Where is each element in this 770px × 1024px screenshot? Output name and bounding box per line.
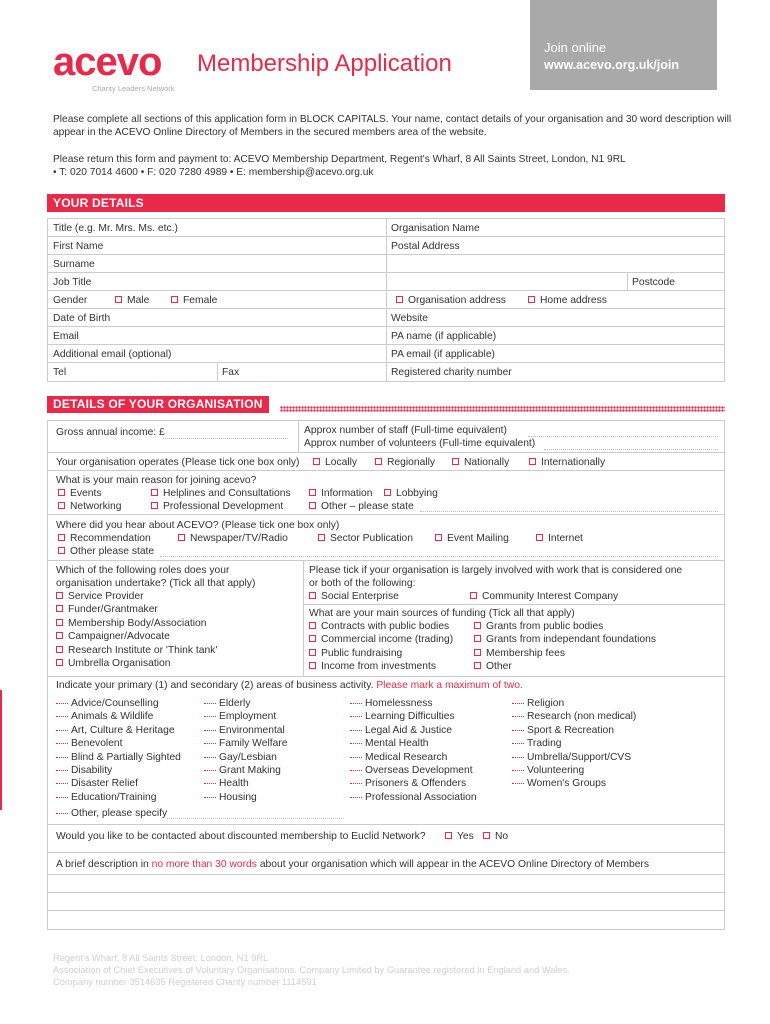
role-label: Campaigner/Advocate — [68, 631, 170, 643]
regionally-checkbox[interactable] — [375, 457, 435, 469]
area-col1-label: Advice/Counselling — [71, 698, 159, 709]
area-col4-item[interactable] — [512, 765, 584, 777]
rank-input[interactable] — [204, 743, 216, 744]
events-label: Events — [70, 488, 102, 499]
rank-input[interactable] — [56, 743, 68, 744]
area-col4-label: Sport & Recreation — [527, 724, 614, 736]
org-address-label: Organisation address — [408, 295, 506, 306]
funding-left-label: Contracts with public bodies — [321, 621, 450, 632]
role-label: Service Provider — [68, 591, 144, 602]
checkbox-icon — [474, 622, 481, 629]
funding-left-checkbox[interactable] — [309, 634, 453, 646]
area-col2-label: Employment — [219, 711, 277, 723]
pa-email-field[interactable]: PA email (if applicable) — [391, 349, 495, 360]
funding-left-label: Income from investments — [321, 661, 437, 673]
role-label: Umbrella Organisation — [68, 658, 171, 669]
area-col1-label: Disaster Relief — [71, 778, 138, 790]
divider — [47, 852, 725, 853]
checkbox-icon — [56, 592, 63, 599]
area-col4-label: Trading — [527, 738, 562, 750]
nationally-checkbox[interactable] — [452, 457, 509, 469]
area-col3-label: Legal Aid & Justice — [365, 724, 453, 736]
information-label: Information — [321, 488, 373, 499]
funding-left-label: Public fundraising — [321, 647, 403, 659]
area-col4-label: Umbrella/Support/CVS — [527, 751, 632, 763]
home-address-label: Home address — [540, 295, 607, 306]
volunteers-input[interactable] — [544, 449, 718, 450]
area-col3-item[interactable] — [350, 711, 455, 723]
area-col2-label: Environmental — [219, 724, 285, 736]
funding-right-checkbox[interactable] — [474, 621, 603, 633]
rank-input[interactable] — [350, 770, 362, 771]
funding-right-label: Membership fees — [486, 647, 565, 659]
involved-question-2: or both of the following: — [309, 578, 416, 589]
role-checkbox[interactable] — [56, 658, 170, 670]
euclid-no-checkbox[interactable] — [483, 831, 508, 843]
areas-other-label: Other, please specify — [71, 808, 168, 819]
intro-contact-line: • T: 020 7014 4600 • F: 020 7280 4989 • E: membership@acevo.org.uk — [53, 167, 374, 178]
rank-input[interactable] — [512, 716, 524, 717]
checkbox-icon — [309, 649, 316, 656]
first-name-field[interactable]: First Name — [53, 241, 104, 252]
checkbox-icon — [309, 622, 316, 629]
funding-right-label: Grants from public bodies — [486, 621, 604, 632]
checkbox-icon — [56, 605, 63, 612]
rank-input[interactable] — [56, 797, 68, 798]
role-label: Research Institute or 'Think tank' — [68, 644, 218, 656]
area-col3-label: Overseas Development — [365, 765, 473, 776]
social-enterprise-checkbox[interactable] — [309, 591, 399, 603]
rank-input[interactable] — [350, 797, 362, 798]
area-col1-label: Animals & Wildlife — [71, 711, 154, 723]
area-col2-item[interactable] — [204, 711, 276, 723]
rank-input[interactable] — [350, 783, 362, 784]
other-hear-input[interactable] — [160, 556, 718, 557]
event-mailing-checkbox[interactable] — [435, 533, 509, 545]
sector-pub-checkbox[interactable] — [318, 533, 413, 545]
male-label: Male — [127, 295, 150, 306]
recommendation-checkbox[interactable] — [58, 533, 151, 545]
surname-field[interactable]: Surname — [53, 259, 95, 270]
checkbox-icon — [56, 646, 63, 653]
area-col3-label: Homelessness — [365, 698, 433, 709]
area-col4-item[interactable] — [512, 752, 631, 764]
area-col3-label: Mental Health — [365, 738, 429, 750]
other-reason-label: Other – please state — [321, 501, 414, 512]
volunteers-label: Approx number of volunteers (Full-time equivalent) — [304, 438, 536, 449]
rank-input[interactable] — [56, 730, 68, 731]
area-col1-item[interactable] — [56, 778, 138, 790]
checkbox-icon — [56, 632, 63, 639]
hear-question: Where did you hear about ACEVO? (Please tick one box only) — [56, 520, 340, 531]
other-reason-input[interactable] — [420, 511, 718, 512]
divider — [47, 272, 725, 273]
area-col3-item[interactable] — [350, 778, 466, 790]
locally-checkbox[interactable] — [313, 457, 357, 469]
rank-input[interactable] — [350, 743, 362, 744]
area-col3-item[interactable] — [350, 725, 452, 737]
role-checkbox[interactable] — [56, 631, 170, 643]
job-title-field[interactable]: Job Title — [53, 277, 92, 288]
area-col2-item[interactable] — [204, 752, 277, 764]
area-col2-item[interactable] — [204, 778, 249, 790]
locally-label: Locally — [325, 457, 358, 468]
charity-number-field[interactable]: Registered charity number — [391, 367, 512, 378]
networking-checkbox[interactable] — [58, 501, 122, 513]
email-field[interactable]: Email — [53, 331, 79, 342]
area-col2-label: Elderly — [219, 698, 251, 709]
checkbox-icon — [309, 662, 316, 669]
areas-note: Please mark a maximum of two. — [376, 680, 523, 691]
area-col2-item[interactable] — [204, 698, 250, 710]
helplines-label: Helplines and Consultations — [163, 488, 291, 499]
checkbox-icon — [56, 659, 63, 666]
additional-email-field[interactable]: Additional email (optional) — [53, 349, 172, 360]
area-col3-item[interactable] — [350, 752, 447, 764]
area-col2-item[interactable] — [204, 765, 281, 777]
title-field[interactable]: Title (e.g. Mr. Mrs. Ms. etc.) — [53, 223, 178, 234]
area-col1-item[interactable] — [56, 725, 175, 737]
footer-address: Regent's Wharf, 8 All Saints Street, London, N1 9RL — [53, 953, 269, 963]
reason-question: What is your main reason for joining acevo? — [56, 475, 257, 486]
other-hear-label: Other please state — [70, 546, 155, 557]
areas-other-field[interactable] — [56, 808, 167, 820]
divider — [47, 326, 725, 327]
staff-input[interactable] — [528, 436, 718, 437]
euclid-yes-label: Yes — [457, 831, 474, 842]
funding-right-label: Grants from independant foundations — [486, 634, 657, 646]
area-col4-item[interactable] — [512, 711, 636, 723]
role-checkbox[interactable] — [56, 591, 144, 603]
gender-label: Gender — [53, 295, 88, 306]
home-address-checkbox[interactable] — [528, 295, 607, 307]
area-col2-label: Grant Making — [219, 765, 281, 776]
social-enterprise-label: Social Enterprise — [321, 591, 399, 602]
funding-left-checkbox[interactable] — [309, 621, 449, 633]
female-label: Female — [183, 295, 218, 306]
rank-input[interactable] — [56, 757, 68, 758]
area-col3-item[interactable] — [350, 738, 429, 750]
internet-checkbox[interactable] — [536, 533, 583, 545]
org-heading: DETAILS OF YOUR ORGANISATION — [47, 396, 269, 413]
divider — [47, 290, 725, 291]
area-col4-label: Religion — [527, 698, 565, 709]
area-col3-label: Medical Research — [365, 751, 448, 763]
join-online-link[interactable]: www.acevo.org.uk/join — [544, 58, 679, 72]
rank-input[interactable] — [512, 770, 524, 771]
areas-other-input[interactable] — [167, 818, 344, 819]
rank-input[interactable] — [512, 703, 524, 704]
area-col3-item[interactable] — [350, 765, 473, 777]
euclid-question: Would you like to be contacted about discounted membership to Euclid Network? — [56, 831, 426, 842]
join-online-label: Join online — [544, 40, 607, 55]
logo-tagline: Charity Leaders Network — [92, 84, 175, 93]
internationally-checkbox[interactable] — [529, 457, 605, 469]
area-col3-label: Professional Association — [365, 791, 477, 803]
edge-mark — [0, 690, 2, 810]
divider — [47, 236, 725, 237]
income-label: Gross annual income: £ — [56, 427, 165, 438]
recommendation-label: Recommendation — [70, 533, 151, 544]
area-col1-label: Blind & Partially Sighted — [71, 751, 181, 763]
area-col3-item[interactable] — [350, 698, 433, 710]
role-checkbox[interactable] — [56, 645, 217, 657]
checkbox-icon — [474, 649, 481, 656]
area-col4-label: Volunteering — [527, 765, 585, 776]
prof-dev-label: Professional Development — [163, 501, 284, 512]
rank-input[interactable] — [204, 703, 216, 704]
area-col4-label: Women's Groups — [527, 778, 607, 790]
description-textarea[interactable] — [48, 875, 724, 929]
footer-company: Association of Chief Executives of Voluntary Organisations. Company Limited by Guarantee registered in England and Wales. — [53, 965, 570, 975]
information-checkbox[interactable] — [309, 488, 373, 500]
rank-input[interactable] — [56, 783, 68, 784]
area-col1-label: Education/Training — [71, 791, 157, 803]
acevo-logo: acevo — [53, 40, 162, 84]
rank-input[interactable] — [512, 730, 524, 731]
tel-field[interactable]: Tel — [53, 367, 67, 378]
community-interest-label: Community Interest Company — [482, 591, 619, 602]
rank-input[interactable] — [56, 703, 68, 704]
euclid-no-label: No — [495, 831, 509, 842]
rank-input[interactable] — [350, 757, 362, 758]
checkbox-icon — [56, 619, 63, 626]
rank-input[interactable] — [204, 730, 216, 731]
divider — [47, 560, 725, 561]
fax-field[interactable]: Fax — [222, 367, 240, 378]
rank-input[interactable] — [204, 783, 216, 784]
divider — [627, 272, 628, 290]
rank-input[interactable] — [204, 797, 216, 798]
heading-dots — [280, 406, 725, 412]
events-checkbox[interactable] — [58, 488, 101, 500]
newspaper-checkbox[interactable] — [178, 533, 288, 545]
rank-input[interactable] — [56, 716, 68, 717]
desc-part-a: A brief description in — [56, 859, 149, 870]
rank-input[interactable] — [56, 770, 68, 771]
join-online-box — [530, 0, 717, 90]
funding-left-label: Commercial income (trading) — [321, 634, 454, 646]
divider — [47, 452, 725, 453]
areas-question — [56, 680, 523, 692]
area-col1-item[interactable] — [56, 698, 159, 710]
rank-input[interactable] — [512, 783, 524, 784]
checkbox-icon — [474, 635, 481, 642]
page-title: Membership Application — [197, 50, 452, 77]
divider — [303, 560, 304, 676]
other-reason-checkbox[interactable] — [309, 501, 414, 513]
divider — [303, 604, 725, 605]
dob-field[interactable]: Date of Birth — [53, 313, 111, 324]
income-input[interactable] — [163, 438, 288, 439]
other-hear-checkbox[interactable] — [58, 546, 154, 558]
area-col2-item[interactable] — [204, 792, 257, 804]
funding-right-checkbox[interactable] — [474, 634, 656, 646]
postal-address-field[interactable]: Postal Address — [391, 241, 460, 252]
intro-paragraph-1: Please complete all sections of this application form in BLOCK CAPITALS. Your name, contact details of your organisation and 30 word description will appear in the ACEVO Online Directory of Members in the secured members area of the website. — [53, 114, 732, 138]
nationally-label: Nationally — [464, 457, 510, 468]
postcode-field[interactable]: Postcode — [632, 277, 675, 288]
area-col4-item[interactable] — [512, 778, 606, 790]
role-label: Funder/Grantmaker — [68, 604, 158, 616]
rank-input[interactable] — [350, 703, 362, 704]
website-field[interactable]: Website — [391, 313, 429, 324]
area-col3-label: Learning Difficulties — [365, 711, 455, 723]
area-col2-label: Gay/Lesbian — [219, 751, 277, 763]
roles-question-2: organisation undertake? (Tick all that apply) — [56, 578, 256, 589]
networking-label: Networking — [70, 501, 122, 512]
divider — [298, 420, 299, 452]
area-col1-item[interactable] — [56, 752, 181, 764]
org-name-field[interactable]: Organisation Name — [391, 223, 480, 234]
rank-input[interactable] — [512, 743, 524, 744]
area-col1-item[interactable] — [56, 765, 112, 777]
internationally-label: Internationally — [541, 457, 606, 468]
divider — [47, 308, 725, 309]
role-checkbox[interactable] — [56, 604, 158, 616]
newspaper-label: Newspaper/TV/Radio — [190, 533, 288, 544]
rank-input[interactable] — [512, 757, 524, 758]
rank-input[interactable] — [204, 716, 216, 717]
role-label: Membership Body/Association — [68, 617, 207, 629]
area-col4-label: Research (non medical) — [527, 711, 637, 723]
pa-name-field[interactable]: PA name (if applicable) — [391, 331, 497, 342]
operates-label: Your organisation operates (Please tick one box only) — [56, 457, 300, 468]
funding-question: What are your main sources of funding (Tick all that apply) — [309, 608, 575, 619]
role-checkbox[interactable] — [56, 618, 207, 630]
area-col4-item[interactable] — [512, 738, 562, 750]
area-col2-item[interactable] — [204, 725, 285, 737]
lobbying-label: Lobbying — [396, 488, 438, 499]
involved-question-1: Please tick if your organisation is largely involved with work that is considered one — [309, 565, 683, 576]
intro-return-address: Please return this form and payment to: ACEVO Membership Department, Regent's Wharf, 8 All Saints Street, London, N1 9RL — [53, 154, 626, 165]
male-checkbox[interactable] — [115, 295, 149, 307]
footer-numbers: Company number 3514635 Registered Charity number 1114591 — [53, 977, 317, 987]
area-col4-item[interactable] — [512, 725, 614, 737]
area-col4-item[interactable] — [512, 698, 564, 710]
area-col1-label: Art, Culture & Heritage — [71, 724, 175, 736]
divider — [47, 676, 725, 677]
divider — [47, 824, 725, 825]
area-col2-item[interactable] — [204, 738, 287, 750]
checkbox-icon — [474, 662, 481, 669]
area-col2-label: Health — [219, 778, 249, 790]
area-col2-label: Housing — [219, 791, 257, 803]
funding-left-checkbox[interactable] — [309, 661, 436, 673]
helplines-checkbox[interactable] — [151, 488, 291, 500]
euclid-yes-checkbox[interactable] — [445, 831, 474, 843]
rank-input[interactable] — [350, 730, 362, 731]
divider — [386, 218, 387, 382]
area-col3-label: Prisoners & Offenders — [365, 778, 467, 790]
area-col1-item[interactable] — [56, 738, 123, 750]
funding-right-label: Other — [486, 661, 512, 673]
desc-part-c: about your organisation which will appear in the ACEVO Online Directory of Members — [259, 859, 649, 870]
org-address-checkbox[interactable] — [396, 295, 506, 307]
internet-label: Internet — [548, 533, 583, 544]
area-col3-item[interactable] — [350, 792, 477, 804]
divider — [47, 362, 725, 363]
areas-question-text: Indicate your primary (1) and secondary (2) areas of business activity. — [56, 680, 374, 691]
rank-input[interactable] — [350, 716, 362, 717]
rank-input[interactable] — [204, 770, 216, 771]
area-col2-label: Family Welfare — [219, 738, 288, 750]
divider — [47, 514, 725, 515]
description-prompt — [56, 859, 649, 871]
female-checkbox[interactable] — [171, 295, 217, 307]
divider — [47, 254, 725, 255]
rank-input[interactable] — [204, 757, 216, 758]
funding-right-checkbox[interactable] — [474, 648, 565, 660]
funding-right-checkbox[interactable] — [474, 661, 512, 673]
staff-label: Approx number of staff (Full-time equivalent) — [304, 425, 507, 436]
prof-dev-checkbox[interactable] — [151, 501, 283, 513]
sector-pub-label: Sector Publication — [330, 533, 413, 544]
event-mailing-label: Event Mailing — [447, 533, 509, 544]
divider — [47, 344, 725, 345]
roles-question-1: Which of the following roles does your — [56, 565, 230, 576]
area-col1-item[interactable] — [56, 711, 153, 723]
area-col1-label: Benevolent — [71, 738, 123, 750]
area-col1-label: Disability — [71, 765, 113, 776]
checkbox-icon — [309, 635, 316, 642]
desc-part-b: no more than 30 words — [151, 859, 257, 870]
lobbying-checkbox[interactable] — [384, 488, 438, 500]
funding-left-checkbox[interactable] — [309, 648, 402, 660]
your-details-heading: YOUR DETAILS — [47, 194, 725, 212]
community-interest-checkbox[interactable] — [470, 591, 618, 603]
regionally-label: Regionally — [387, 457, 436, 468]
divider — [217, 362, 218, 382]
divider — [47, 470, 725, 471]
area-col1-item[interactable] — [56, 792, 156, 804]
